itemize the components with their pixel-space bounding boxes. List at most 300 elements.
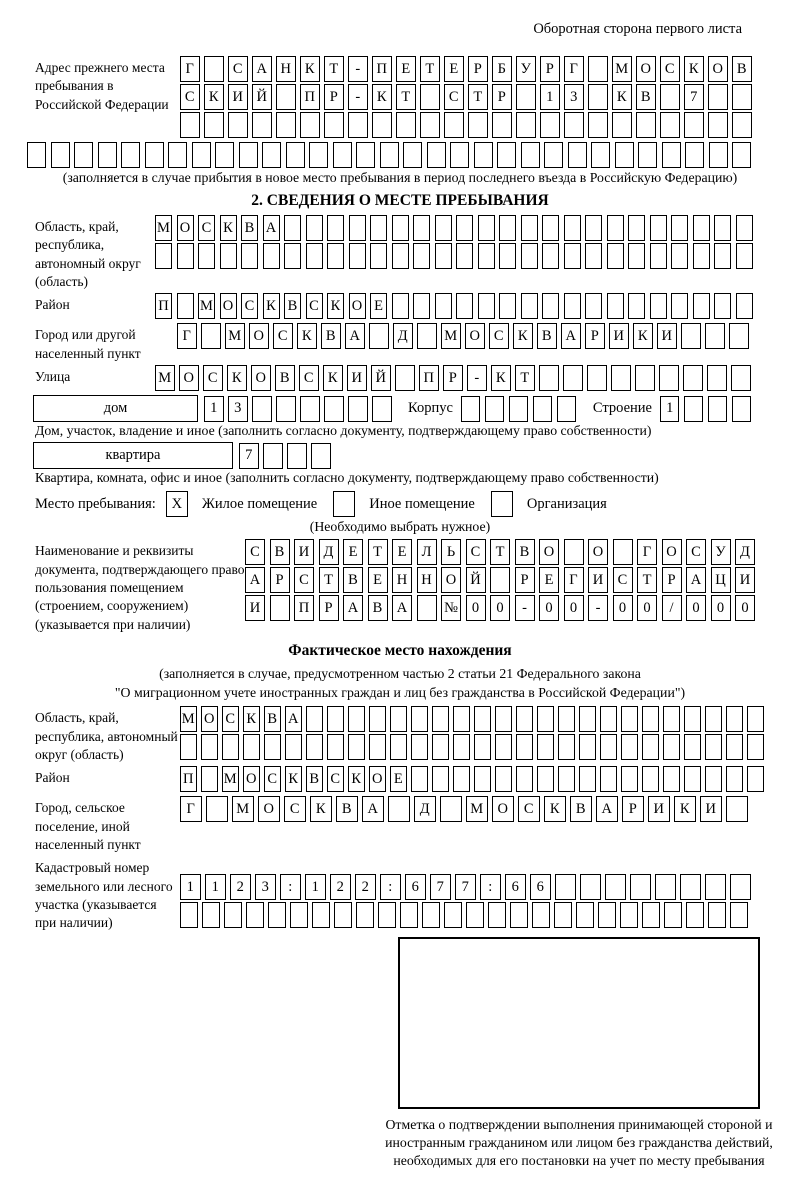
char-box [708,84,728,110]
char-box: С [660,56,680,82]
char-box: С [241,293,258,319]
char-box [276,112,296,138]
char-box: - [515,595,535,621]
char-box: А [285,706,302,732]
char-box [564,243,581,269]
char-box: К [372,84,392,110]
char-box [395,365,415,391]
char-box: А [561,323,581,349]
char-box: К [300,56,320,82]
char-box: Т [324,56,344,82]
char-box [300,112,320,138]
char-box: Г [180,796,202,822]
char-box [642,902,660,928]
char-box [598,902,616,928]
prev-address-rows [180,56,756,140]
char-box [311,443,331,469]
char-box [558,766,575,792]
char-box [726,706,743,732]
char-box: А [362,796,384,822]
char-box [268,902,286,928]
char-box [411,734,428,760]
char-box [542,215,559,241]
char-box [417,323,437,349]
char-box [499,243,516,269]
char-box: А [263,215,280,241]
char-box [432,706,449,732]
char-box [145,142,164,168]
char-box [372,112,392,138]
char-box [684,766,701,792]
char-box: 0 [539,595,559,621]
city-label: Город или другой населенный пункт [35,327,141,361]
char-box [650,243,667,269]
char-box [27,142,46,168]
char-box [456,293,473,319]
char-box: И [700,796,722,822]
apartment-caption: Квартира, комната, офис и иное (заполнить согласно документу, подтверждающему право собственности) [35,470,659,486]
char-box: 2 [230,874,251,900]
char-box [51,142,70,168]
prev-address-label: Адрес прежнего места пребывания в Российской Федерации [35,60,169,112]
char-box [417,595,437,621]
char-box [671,293,688,319]
char-box [588,56,608,82]
char-box [98,142,117,168]
char-box: 0 [613,595,633,621]
field-actual-district [35,766,800,794]
char-box [306,215,323,241]
char-box: М [232,796,254,822]
section2-title: 2. СВЕДЕНИЯ О МЕСТЕ ПРЕБЫВАНИЯ [251,192,549,209]
char-box [450,142,469,168]
char-box [663,734,680,760]
char-box [312,902,330,928]
house-type-box: дом [33,395,198,422]
char-box: - [588,595,608,621]
char-box [705,706,722,732]
document-row-2 [245,567,760,593]
char-box: 1 [660,396,680,422]
district-label: Район [35,297,70,313]
region-label: Область, край, республика, автономный округ (область) [35,219,141,290]
char-box [348,706,365,732]
char-box [612,112,632,138]
char-box [663,766,680,792]
char-box: С [203,365,223,391]
char-box [327,706,344,732]
char-box [466,902,484,928]
char-box: Р [585,323,605,349]
char-box [730,874,751,900]
char-box [369,734,386,760]
char-box: И [735,567,755,593]
char-box [180,902,198,928]
char-box [684,396,704,422]
char-box [220,243,237,269]
char-box [155,243,172,269]
prev-address-row-4 [27,142,800,168]
char-box: Й [466,567,486,593]
char-box [474,734,491,760]
char-box: 0 [490,595,510,621]
char-box: С [294,567,314,593]
char-box [564,539,584,565]
char-box [693,243,710,269]
char-box: : [380,874,401,900]
char-box [263,443,283,469]
char-box: И [228,84,248,110]
document-row-3 [245,595,760,621]
korpus-cells [461,396,581,422]
char-box: С [306,293,323,319]
char-box [557,396,577,422]
city-row [177,323,753,349]
char-box [474,766,491,792]
char-box [396,112,416,138]
char-box: А [596,796,618,822]
char-box: 7 [455,874,476,900]
char-box: К [220,215,237,241]
stay-type-label: Место пребывания: [35,495,156,512]
char-box: Т [319,567,339,593]
char-box: Б [492,56,512,82]
char-box [388,796,410,822]
char-box: Г [637,539,657,565]
char-box [516,766,533,792]
char-box: К [204,84,224,110]
char-box [558,706,575,732]
char-box: В [275,365,295,391]
char-box: Т [515,365,535,391]
char-box: П [294,595,314,621]
char-box: Т [396,84,416,110]
char-box: М [466,796,488,822]
char-box [204,56,224,82]
char-box: В [336,796,358,822]
char-box: В [284,293,301,319]
char-box [532,902,550,928]
char-box: М [441,323,461,349]
char-box: И [648,796,670,822]
char-box: О [251,365,271,391]
char-box [600,734,617,760]
char-box: Е [539,567,559,593]
char-box [327,734,344,760]
char-box: А [392,595,412,621]
char-box [204,112,224,138]
char-box [356,902,374,928]
char-box [686,902,704,928]
option-organization-label: Организация [526,495,607,512]
char-box [732,112,752,138]
char-box: К [323,365,343,391]
char-box [558,734,575,760]
house-caption: Дом, участок, владение и иное (заполнить согласно документу, подтверждающему право собственности) [35,423,652,439]
char-box [499,215,516,241]
char-box [587,365,607,391]
char-box [685,142,704,168]
char-box [198,243,215,269]
char-box [533,396,553,422]
char-box [516,84,536,110]
char-box: П [419,365,439,391]
char-box [306,734,323,760]
char-box [413,215,430,241]
char-box [497,142,516,168]
char-box [392,215,409,241]
char-box: Е [392,539,412,565]
char-box: - [467,365,487,391]
char-box [453,766,470,792]
char-box [432,766,449,792]
char-box [222,734,239,760]
char-box: И [294,539,314,565]
char-box: О [539,539,559,565]
char-box: Д [414,796,436,822]
char-box [730,902,748,928]
char-box [555,874,576,900]
char-box [284,243,301,269]
char-box [400,902,418,928]
char-box: : [480,874,501,900]
char-box [262,142,281,168]
char-box: С [273,323,293,349]
field-region [35,215,800,291]
char-box [284,215,301,241]
char-box [403,142,422,168]
char-box [540,112,560,138]
char-box: Р [319,595,339,621]
char-box: О [179,365,199,391]
char-box: К [674,796,696,822]
char-box: О [243,766,260,792]
char-box [726,734,743,760]
char-box [264,734,281,760]
char-box [732,142,751,168]
char-box: В [636,84,656,110]
char-box [478,293,495,319]
char-box [736,215,753,241]
char-box [662,142,681,168]
char-box: М [180,706,197,732]
char-box [680,874,701,900]
char-box [287,443,307,469]
char-box [638,142,657,168]
char-box: Т [368,539,388,565]
char-box [628,215,645,241]
korpus-label: Корпус [408,400,453,417]
char-box [413,243,430,269]
char-box: В [241,215,258,241]
char-box [611,365,631,391]
char-box [664,902,682,928]
char-box: У [711,539,731,565]
char-box [444,902,462,928]
char-box [591,142,610,168]
char-box [334,902,352,928]
char-box [474,142,493,168]
char-box [392,293,409,319]
char-box: Г [180,56,200,82]
char-box [521,215,538,241]
char-box: О [177,215,194,241]
char-box [564,293,581,319]
char-box: К [684,56,704,82]
char-box: Р [540,56,560,82]
char-box [605,874,626,900]
char-box: Д [393,323,413,349]
char-box [660,84,680,110]
house-row [33,395,800,422]
char-box: С [518,796,540,822]
char-box: А [686,567,706,593]
stay-type-note: (Необходимо выбрать нужное) [309,519,491,535]
char-box [621,734,638,760]
prev-address-row-2 [180,84,756,110]
char-box [201,323,221,349]
char-box [642,706,659,732]
char-box [736,243,753,269]
char-box: И [588,567,608,593]
cadastral-row-2 [180,902,755,928]
char-box [286,142,305,168]
char-box [650,293,667,319]
char-box: 1 [204,396,224,422]
char-box [453,706,470,732]
char-box: Р [662,567,682,593]
char-box: В [270,539,290,565]
char-box [241,243,258,269]
char-box: К [544,796,566,822]
char-box [714,243,731,269]
char-box [576,902,594,928]
char-box [246,902,264,928]
field-cadastral [35,856,800,932]
field-street [35,365,800,393]
char-box [635,365,655,391]
char-box: С [245,539,265,565]
district-row [155,293,757,319]
char-box: П [300,84,320,110]
char-box: О [249,323,269,349]
char-box [659,365,679,391]
char-box: К [491,365,511,391]
char-box: Е [396,56,416,82]
char-box [607,215,624,241]
option-other-premises-label: Иное помещение [369,495,475,512]
char-box: В [321,323,341,349]
char-box [537,706,554,732]
char-box: С [264,766,281,792]
char-box: К [310,796,332,822]
char-box [588,112,608,138]
char-box: С [466,539,486,565]
char-box: 0 [637,595,657,621]
char-box [422,902,440,928]
char-box [369,323,389,349]
char-box: Е [368,567,388,593]
prev-address-row-3 [180,112,756,138]
char-box: М [225,323,245,349]
option-residential-label: Жилое помещение [201,495,318,512]
char-box: С [327,766,344,792]
char-box [324,396,344,422]
char-box [444,112,464,138]
char-box [579,706,596,732]
char-box: О [220,293,237,319]
char-box [327,243,344,269]
char-box [432,734,449,760]
char-box [521,243,538,269]
char-box: М [198,293,215,319]
char-box [252,396,272,422]
char-box [168,142,187,168]
apartment-type-box: квартира [33,442,233,469]
char-box: К [348,766,365,792]
actual-city-label: Город, сельское поселение, иной населенный пункт [35,800,141,852]
char-box [544,142,563,168]
char-box: А [252,56,272,82]
char-box [585,215,602,241]
field-prev-address [35,56,800,140]
char-box [392,243,409,269]
char-box: / [662,595,682,621]
char-box [708,396,728,422]
street-row [155,365,755,391]
char-box [468,112,488,138]
region-row-1 [155,215,757,241]
char-box [607,293,624,319]
char-box: У [516,56,536,82]
actual-district-row [180,766,768,792]
char-box [726,766,743,792]
char-box [563,365,583,391]
char-box [440,796,462,822]
actual-region-label: Область, край, республика, автономный округ (область) [35,710,178,762]
char-box [435,243,452,269]
char-box: Ц [711,567,731,593]
char-box [263,243,280,269]
char-box [348,396,368,422]
char-box [579,734,596,760]
char-box [655,874,676,900]
char-box [585,243,602,269]
char-box [554,902,572,928]
header-note: Оборотная сторона первого листа [533,21,742,37]
char-box: П [372,56,392,82]
char-box [684,706,701,732]
char-box: 6 [505,874,526,900]
char-box [488,902,506,928]
char-box: В [570,796,592,822]
char-box [621,766,638,792]
char-box [206,796,228,822]
field-district [35,293,800,321]
char-box: С [284,796,306,822]
char-box: 2 [355,874,376,900]
char-box [708,902,726,928]
char-box [705,766,722,792]
char-box [485,396,505,422]
char-box [495,766,512,792]
char-box [372,396,392,422]
char-box: В [515,539,535,565]
char-box: Ь [441,539,461,565]
char-box: К [513,323,533,349]
char-box [306,243,323,269]
actual-city-row [180,796,752,822]
